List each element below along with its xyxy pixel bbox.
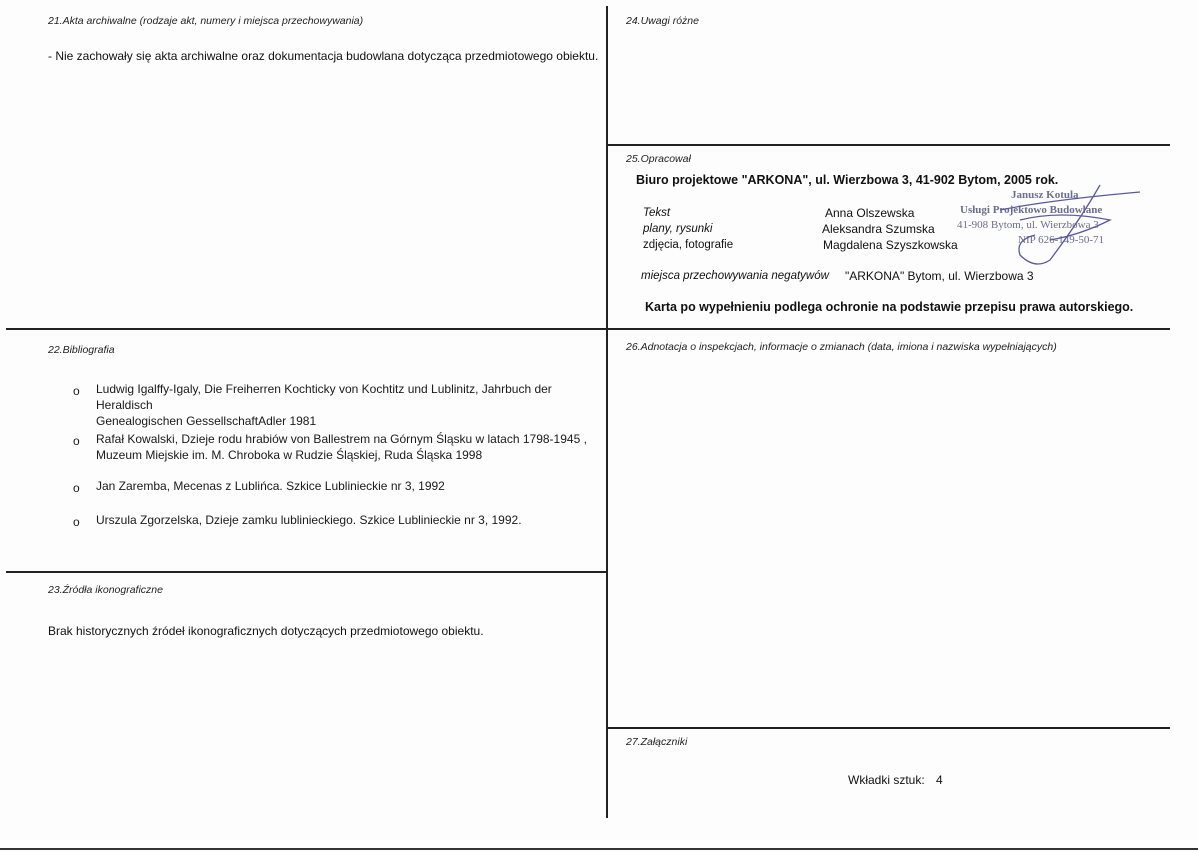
bib-item bbox=[96, 381, 596, 429]
divider-23 bbox=[6, 571, 606, 573]
inserts-label: Wkładki sztuk: bbox=[848, 773, 925, 787]
storage-value: "ARKONA" Bytom, ul. Wierzbowa 3 bbox=[845, 269, 1034, 283]
stamp-line-1: Janusz Kotula bbox=[1011, 189, 1079, 201]
divider-25 bbox=[608, 144, 1170, 146]
section-21-text: - Nie zachowały się akta archiwalne oraz dokumentacja budowlana dotycząca przedmiotowego obiektu. bbox=[48, 49, 599, 63]
section-27-header: 27.Załączniki bbox=[626, 736, 688, 748]
bib-item-line: Rafał Kowalski, Dzieje rodu hrabiów von Ballestrem na Górnym Śląsku w latach 1798-1945 , bbox=[96, 432, 587, 446]
name-text: Anna Olszewska bbox=[825, 206, 915, 220]
bib-item-line: Jan Zaremba, Mecenas z Lublińca. Szkice Lublinieckie nr 3, 1992 bbox=[96, 479, 445, 493]
bullet: o bbox=[73, 434, 80, 448]
bib-item bbox=[96, 512, 596, 528]
section-24-header: 24.Uwagi różne bbox=[626, 15, 699, 27]
office-line: Biuro projektowe "ARKONA", ul. Wierzbowa 3, 41-902 Bytom, 2005 rok. bbox=[636, 173, 1059, 187]
bib-item bbox=[96, 478, 596, 494]
section-22-header: 22.Bibliografia bbox=[48, 344, 115, 356]
bib-item-line: Genealogischen GessellschaftAdler 1981 bbox=[96, 414, 317, 428]
role-photos: zdjęcia, fotografie bbox=[643, 239, 734, 251]
role-text: Tekst bbox=[643, 207, 671, 219]
bib-item-line: Urszula Zgorzelska, Dzieje zamku lublinieckiego. Szkice Lublinieckie nr 3, 1992. bbox=[96, 513, 522, 527]
section-21-header: 21.Akta archiwalne (rodzaje akt, numery i miejsca przechowywania) bbox=[48, 15, 364, 27]
bullet: o bbox=[73, 515, 80, 529]
inserts-count: 4 bbox=[936, 773, 943, 787]
section-26-header: 26.Adnotacja o inspekcjach, informacje o zmianach (data, imiona i nazwiska wypełniających) bbox=[626, 341, 1057, 353]
divider-27 bbox=[608, 727, 1170, 729]
name-plans: Aleksandra Szumska bbox=[822, 222, 935, 236]
section-23-text: Brak historycznych źródeł ikonograficznych dotyczących przedmiotowego obiektu. bbox=[48, 624, 484, 638]
stamp-line-4: NIP 626-149-50-71 bbox=[1018, 234, 1105, 246]
section-25-header: 25.Opracował bbox=[626, 153, 691, 165]
stamp-line-2: Usługi Projektowo Budowlane bbox=[960, 204, 1103, 216]
bullet: o bbox=[73, 384, 80, 398]
bib-item bbox=[96, 431, 596, 463]
divider-middle bbox=[6, 328, 1170, 330]
name-photos: Magdalena Szyszkowska bbox=[823, 238, 958, 252]
storage-label: miejsca przechowywania negatywów bbox=[641, 270, 829, 282]
bullet: o bbox=[73, 481, 80, 495]
copyright-note: Karta po wypełnieniu podlega ochronie na podstawie przepisu prawa autorskiego. bbox=[645, 300, 1134, 314]
stamp-line-3: 41-908 Bytom, ul. Wierzbowa 3 bbox=[957, 219, 1099, 231]
signature-icon bbox=[990, 180, 1160, 270]
bib-item-line: Ludwig Igalffy-Igaly, Die Freiherren Kochticky von Kochtitz und Lublinitz, Jahrbuch der Heraldisch bbox=[96, 382, 552, 412]
bottom-edge bbox=[0, 848, 1198, 850]
section-23-header: 23.Źródła ikonograficzne bbox=[48, 584, 163, 596]
vertical-divider bbox=[606, 6, 608, 818]
role-plans: plany, rysunki bbox=[643, 223, 713, 235]
bib-item-line: Muzeum Miejskie im. M. Chroboka w Rudzie Śląskiej, Ruda Śląska 1998 bbox=[96, 448, 483, 462]
